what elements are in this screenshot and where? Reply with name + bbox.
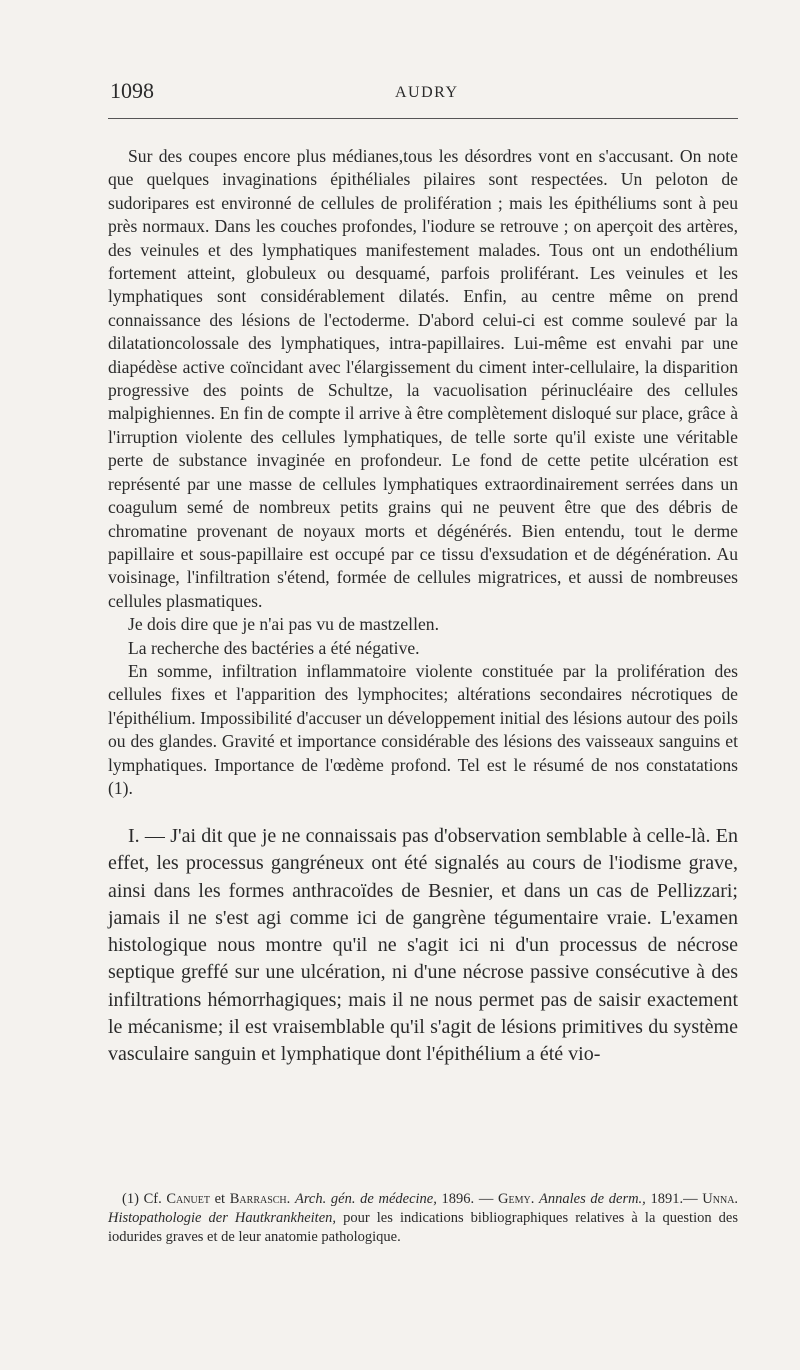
running-head: AUDRY bbox=[395, 84, 459, 101]
footnote-text: et bbox=[214, 1191, 226, 1207]
header-rule bbox=[108, 118, 738, 119]
footnotes bbox=[108, 1190, 738, 1247]
footnote-text: pour les indications bibliographiques relatives à la question des iodurides graves et de leur anatomie pathologique. bbox=[108, 1210, 739, 1245]
footnote-book: Histopathologie der Hautkrankheiten, bbox=[108, 1210, 337, 1226]
paragraph: La recherche des bactéries a été négative. bbox=[128, 637, 420, 658]
footnote-author: Barrasch. bbox=[229, 1191, 291, 1207]
footnote-author: Canuet bbox=[166, 1191, 210, 1207]
footnote-marker: (1) Cf. bbox=[122, 1191, 162, 1207]
page-header bbox=[110, 78, 740, 108]
footnote-author: Gemy. bbox=[498, 1191, 535, 1207]
footnote-journal: Annales de derm., bbox=[539, 1191, 646, 1207]
footnote-text: 1896. — bbox=[441, 1191, 494, 1207]
paragraph: Je dois dire que je n'ai pas vu de mastzellen. bbox=[128, 614, 439, 635]
paragraph: En somme, infiltration inflammatoire violente constituée par la prolifération des cellules fixes et l'apparition des lymphocites; altérations secondaires nécrotiques de l'épithélium. Impossibilité d'accuser un développement initial des lésions autour des poils ou des glandes. Gravité et importance considérable des lésions des vaisseaux sanguins et lymphatiques. Importance de l'œdème profond. Tel est le résumé de nos constatations (1). bbox=[108, 660, 738, 798]
footnote-text: 1891.— bbox=[650, 1191, 698, 1207]
footnote-author: Unna. bbox=[702, 1191, 739, 1207]
discussion-section bbox=[108, 823, 738, 1069]
footnote bbox=[108, 1190, 738, 1247]
main-text bbox=[108, 145, 738, 800]
footnote-journal: Arch. gén. de médecine, bbox=[294, 1191, 437, 1207]
paragraph: Sur des coupes encore plus médianes,tous les désordres vont en s'accusant. On note que quelques invaginations épithéliales pilaires sont respectées. Un peloton de sudoripares est environné de cellules de prolifération ; mais les épithéliums sont à peu près normaux. Dans les couches profondes, l'iodure se retrouve ; on aperçoit des artères, des veinules et des lymphatiques manifestement malades. Tous ont un endothélium fortement atteint, globuleux ou desquamé, parfois proliférant. Les veinules et les lymphatiques sont considérablement dilatés. Enfin, au centre même on prend connaissance des lésions de l'ectoderme. D'abord celui-ci est comme soulevé par la dilatationcolossale des lymphatiques, intra-papillaires. Lui-même est envahi par une diapédèse active coïncidant avec l'élargissement du ciment inter-cellulaire, la disparition progressive des points de Schultze, la vacuolisation périnucléaire des cellules malpighiennes. En fin de compte il arrive à être complètement disloqué sur place, grâce à l'irruption violente des cellules lymphatiques, de telle sorte qu'il existe une véritable perte de substance invaginée en profondeur. Le fond de cette petite ulcération est représenté par une masse de cellules lymphatiques extraordinairement serrées dans un coagulum semé de nombreux petits grains qui ne peuvent être que des débris de chromatine provenant de noyaux morts et dégénérés. Bien entendu, tout le derme papillaire et sous-papillaire est occupé par ce tissu d'exsudation et de dégénération. Au voisinage, l'infiltration s'étend, formée de cellules migratrices, et aussi de nombreuses cellules plasmatiques. bbox=[108, 146, 738, 611]
page-number: 1098 bbox=[110, 78, 154, 103]
discussion-paragraph: I. — J'ai dit que je ne connaissais pas d'observation semblable à celle-là. En effet, les processus gangréneux ont été signalés au cours de l'iodisme grave, ainsi dans les formes anthracoïdes de Besnier, et dans un cas de Pellizzari; jamais il ne s'est agi comme ici de gangrène tégumentaire vraie. L'examen histologique nous montre qu'il ne s'agit ici ni d'un processus de nécrose septique greffé sur une ulcération, ni d'une nécrose passive consécutive à des infiltrations hémorrhagiques; mais il ne nous permet pas de saisir exactement le mécanisme; il est vraisemblable qu'il s'agit de lésions primitives du système vasculaire sanguin et lymphatique dont l'épithélium a été vio- bbox=[108, 825, 738, 1066]
